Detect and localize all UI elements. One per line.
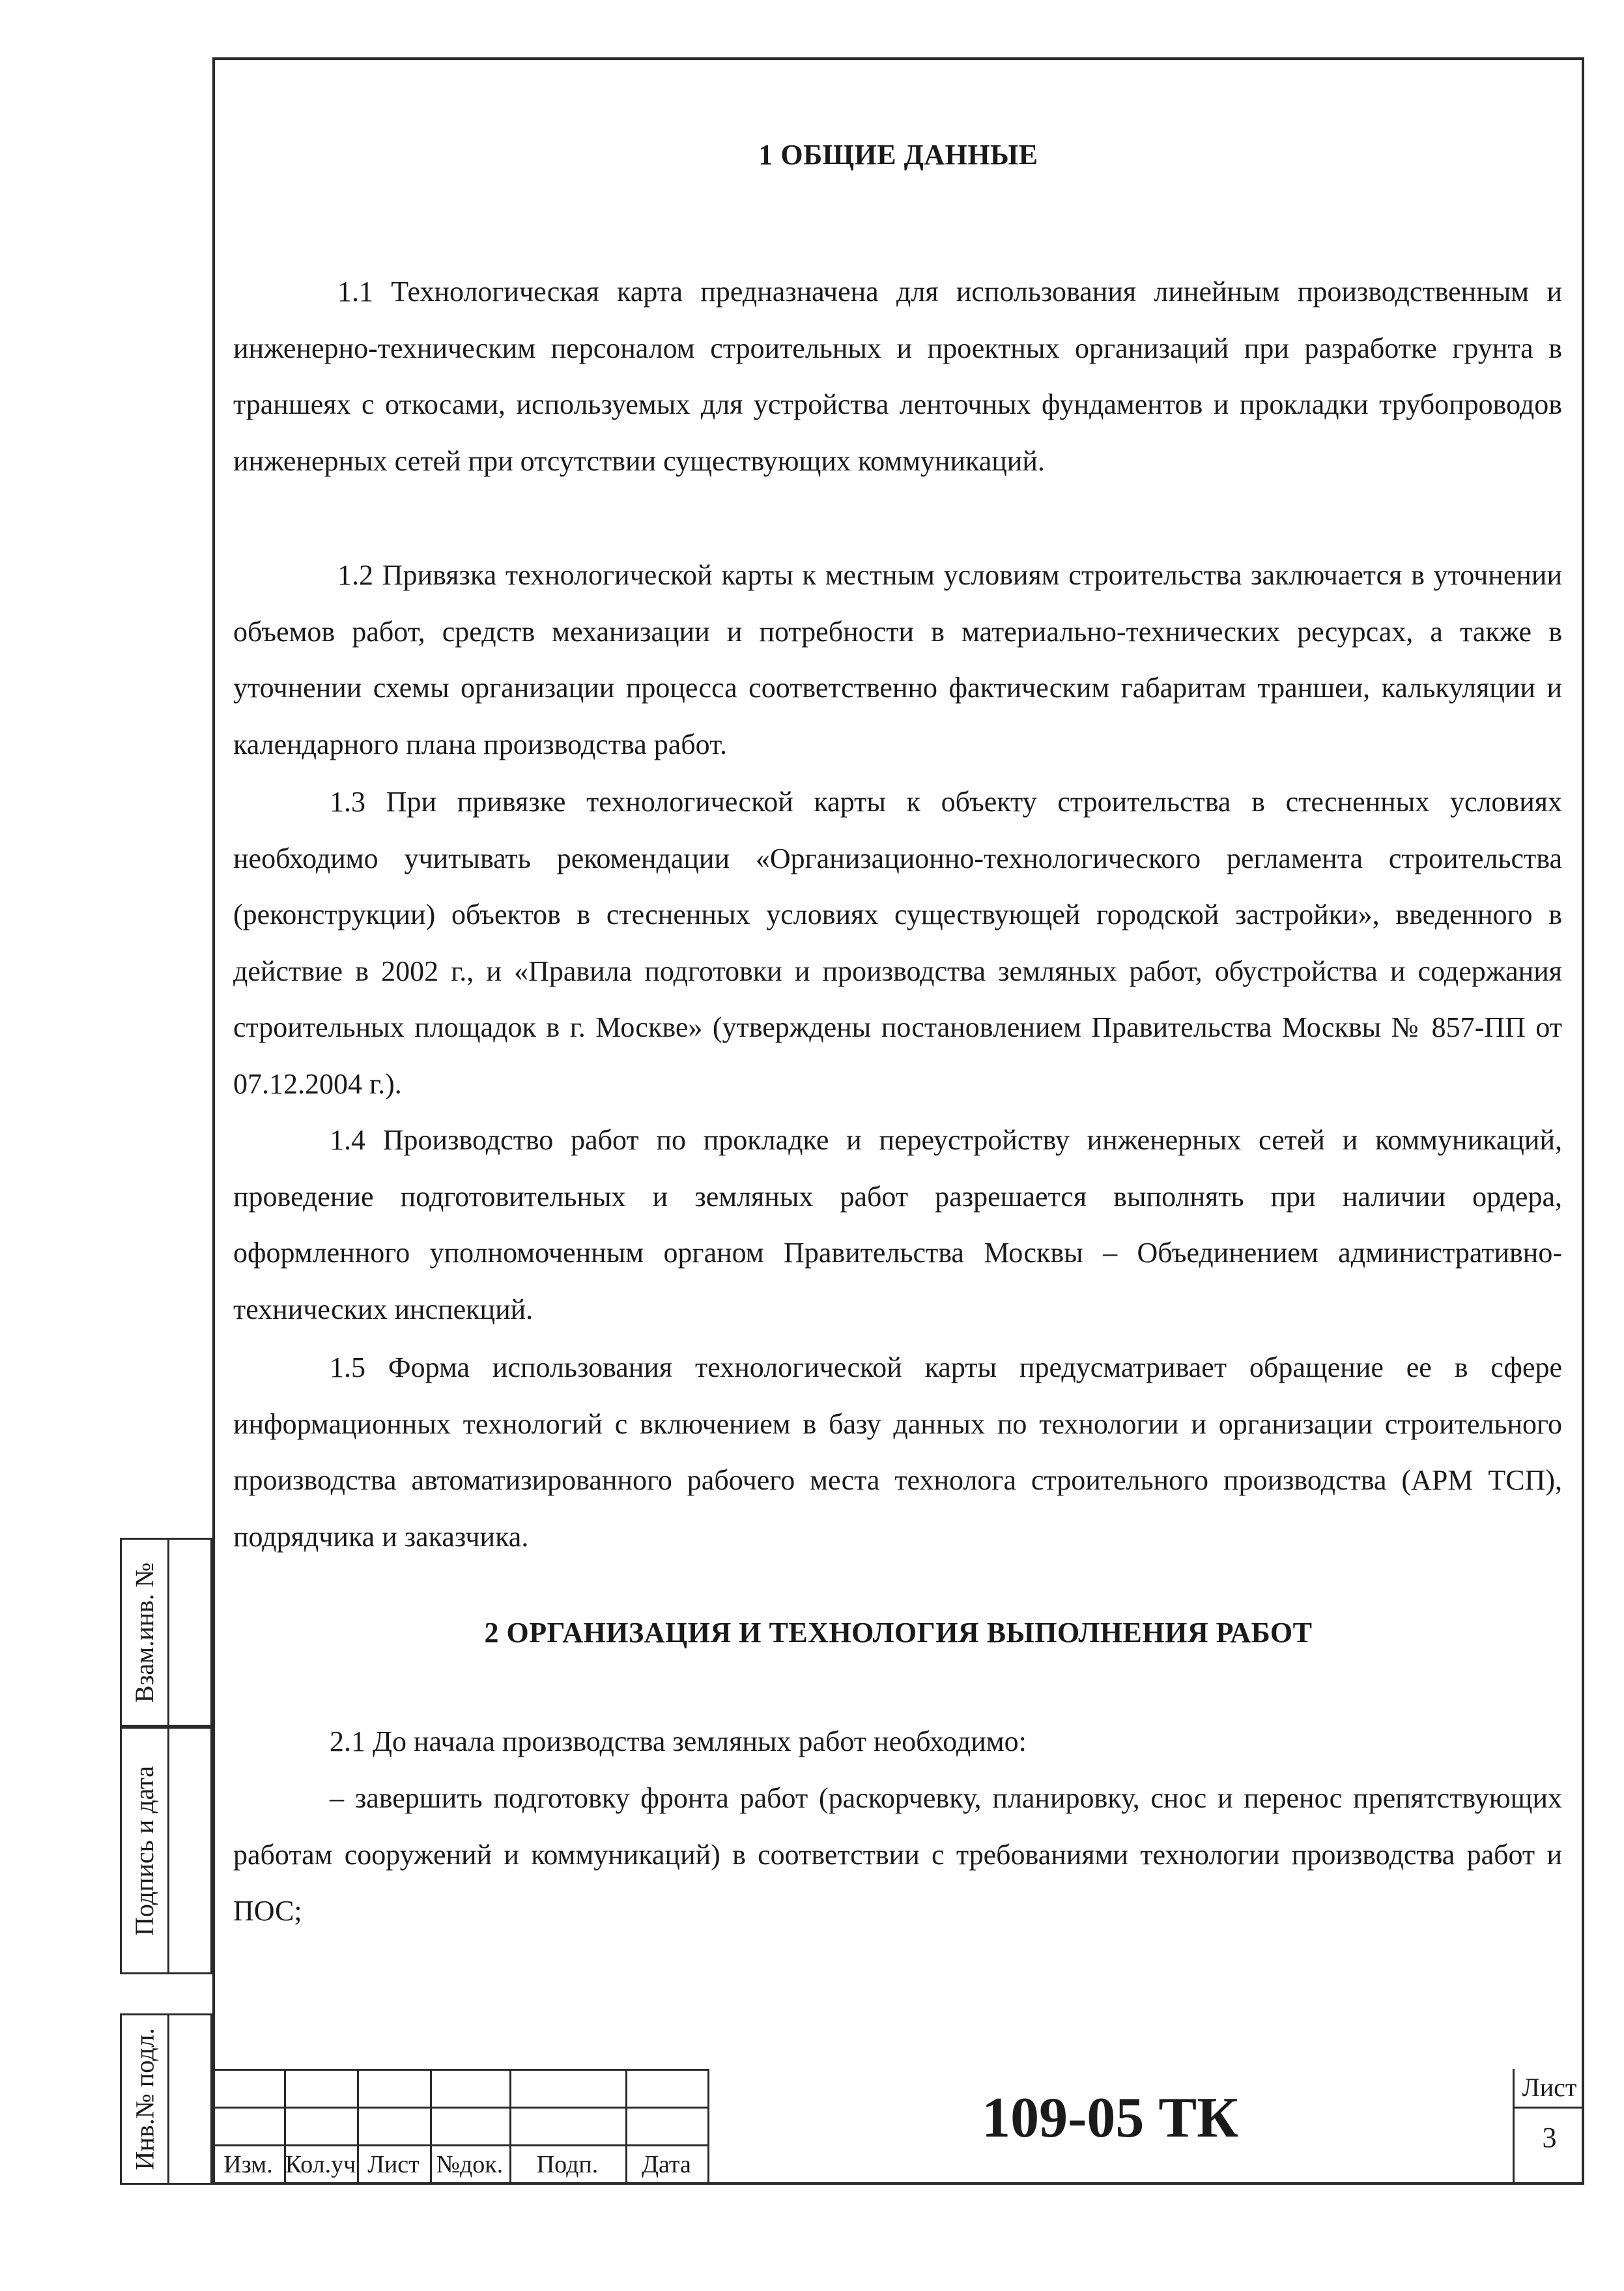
section-1-heading: 1 ОБЩИЕ ДАННЫЕ (758, 139, 1038, 171)
paragraph-1-2: 1.2 Привязка технологической карты к местным условиям строительства заключается в уточнении объемов работ, средств механизации и потребности в материально-технических ресурсах, а также в уточнении схемы организации процесса соответственно фактическим габаритам траншеи, калькуляции и календарного плана производства работ. (233, 559, 1562, 760)
side-label-swap-inv: Взам.инв. № (130, 1562, 160, 1703)
title-block-data: Дата (642, 2151, 691, 2178)
title-block-izm: Изм. (223, 2151, 273, 2178)
paragraph-1-3: 1.3 При привязке технологической карты к объекту строительства в стесненных условиях необходимо учитывать рекомендации «Организационно-технологического регламента строительства (реконструкции) объектов в стесненных условиях существующей городской застройки», введенного в действие в 2002 г., и «Правила подготовки и производства земляных работ, обустройства и содержания строительных площадок в г. Москве» (утверждены постановлением Правительства Москвы № 857-ПП от 07.12.2004 г.). (233, 786, 1562, 1100)
side-label-signature-date: Подпись и дата (130, 1765, 160, 1936)
title-block-kol: Кол.уч (285, 2151, 356, 2178)
sheet-number: 3 (1542, 2122, 1557, 2154)
sheet-label: Лист (1515, 2069, 1584, 2109)
paragraph-2-1: 2.1 До начала производства земляных работ необходимо: (330, 1725, 1027, 1757)
title-block-ndok: №док. (436, 2151, 504, 2178)
title-block-podp: Подп. (536, 2151, 599, 2178)
sheet-box (1513, 2069, 1584, 2185)
document-code: 109-05 ТК (982, 2086, 1238, 2150)
side-stamp-signature-date (120, 1727, 212, 1974)
paragraph-2-2: – завершить подготовку фронта работ (раскорчевку, планировку, снос и перенос препятствующих работам сооружений и коммуникаций) в соответствии с требованиями технологии производства работ и ПОС; (233, 1782, 1562, 1927)
side-stamp-swap-inv (120, 1538, 212, 1727)
paragraph-1-4: 1.4 Производство работ по прокладке и переустройству инженерных сетей и коммуникаций, проведение подготовительных и земляных работ разрешается выполнять при наличии ордера, оформленного уполномоченным органом Правительства Москвы – Объединением административно-технических инспекций. (233, 1124, 1562, 1325)
paragraph-1-1: 1.1 Технологическая карта предназначена для использования линейным производственным и инженерно-техническим персоналом строительных и проектных организаций при разработке грунта в траншеях с откосами, используемых для устройства ленточных фундаментов и прокладки трубопроводов инженерных сетей при отсутствии существующих коммуникаций. (233, 276, 1562, 477)
paragraph-1-5: 1.5 Форма использования технологической карты предусматривает обращение ее в сфере информационных технологий с включением в базу данных по технологии и организации строительного производства автоматизированного рабочего места технолога строительного производства (АРМ ТСП), подрядчика и заказчика. (233, 1351, 1562, 1553)
title-block-list: Лист (367, 2151, 420, 2178)
section-2-heading: 2 ОРГАНИЗАЦИЯ И ТЕХНОЛОГИЯ ВЫПОЛНЕНИЯ РАБОТ (484, 1617, 1313, 1649)
side-label-inv-orig: Инв.№ подл. (130, 2028, 160, 2170)
side-stamp-inv-orig (120, 2013, 212, 2185)
